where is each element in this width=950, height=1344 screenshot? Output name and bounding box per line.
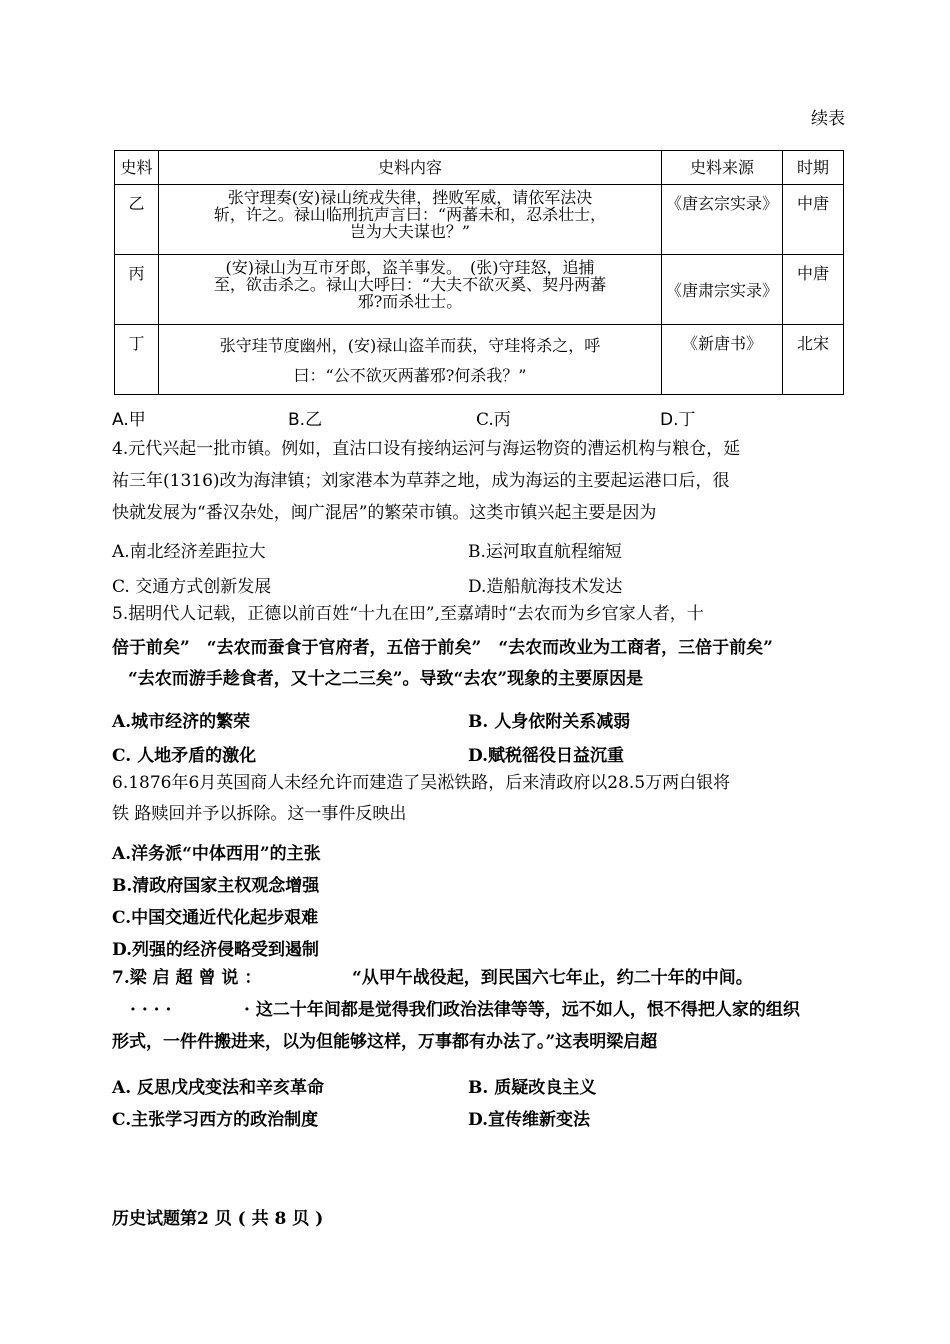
row-source: 《新唐书》	[662, 325, 783, 395]
content-line: 曰：“公不欲灭两蕃邪?何杀我？”	[293, 366, 527, 385]
row-period: 中唐	[783, 255, 844, 325]
q4-option-c[interactable]: C. 交通方式创新发展	[112, 577, 272, 597]
q4-option-b[interactable]: B.运河取直航程缩短	[468, 542, 622, 562]
q4-option-d[interactable]: D.造船航海技术发达	[468, 577, 623, 597]
row-content	[159, 185, 662, 255]
q6-option-d[interactable]: D.列强的经济侵略受到遏制	[112, 940, 320, 960]
q3-option-d[interactable]: D.丁	[660, 410, 696, 430]
q4-option-a[interactable]: A.南北经济差距拉大	[112, 542, 266, 562]
q6-option-b[interactable]: B.清政府国家主权观念增强	[112, 876, 320, 896]
q3-option-b[interactable]: B.乙	[288, 410, 323, 430]
content-line: 岂为大夫谋也？”	[349, 222, 471, 241]
header-cell: 时期	[783, 151, 844, 185]
header-cell: 史料来源	[662, 151, 783, 185]
row-source: 《唐玄宗实录》	[662, 185, 783, 255]
q6-stem-line: 6.1876年6月英国商人未经允许而建造了吴淞铁路，后来清政府以28.5万两白银将	[112, 773, 731, 793]
q5-stem-line: 5.据明代人记载，正德以前百姓“十九在田”,至嘉靖时“去农而为乡官家人者，十	[112, 604, 704, 624]
q7-option-c[interactable]: C.主张学习西方的政治制度	[112, 1110, 319, 1130]
row-period: 北宋	[783, 325, 844, 395]
content-line: (安)禄山为互市牙郎，盗羊事发。 (张)守珪怒，追捕	[225, 258, 595, 277]
row-period: 中唐	[783, 185, 844, 255]
q7-ellipsis: · · · ·	[130, 1000, 172, 1020]
q4-stem-line: 4.元代兴起一批市镇。例如，直沽口设有接纳运河与海运物资的漕运机构与粮仓，延	[112, 439, 741, 459]
row-id: 丁	[115, 325, 159, 395]
q5-option-a[interactable]: A.城市经济的繁荣	[112, 712, 251, 732]
q5-stem-line: “去农而游手趁食者，又十之二三矣”。导致“去农”现象的主要原因是	[128, 669, 644, 689]
q5-option-c[interactable]: C. 人地矛盾的激化	[112, 746, 257, 766]
header-cell: 史料	[115, 151, 159, 185]
q7-stem-line: 形式，一件件搬进来，以为但能够这样，万事都有办法了。”这表明梁启超	[112, 1032, 658, 1052]
q3-option-c[interactable]: C.丙	[476, 410, 511, 430]
content-line: 邪?而杀壮士。	[357, 292, 463, 311]
row-content	[159, 325, 662, 395]
q7-stem-intro: 7.梁 启 超 曾 说 ：	[112, 968, 262, 988]
page-footer: 历史试题第2 贝 ( 共 8 贝 )	[112, 1209, 324, 1229]
q4-stem-line: 祐三年(1316)改为海津镇；刘家港本为草莽之地，成为海运的主要起运港口后，很	[112, 471, 730, 491]
table-row	[115, 325, 844, 395]
q7-option-b[interactable]: B. 质疑改良主义	[468, 1078, 597, 1098]
q5-option-d[interactable]: D.赋税徭役日益沉重	[468, 746, 625, 766]
continued-table-label: 续表	[811, 109, 845, 129]
row-content	[159, 255, 662, 325]
q4-stem-line: 快就发展为“番汉杂处，闽广混居”的繁荣市镇。这类市镇兴起主要是因为	[112, 503, 657, 523]
table-row	[115, 185, 844, 255]
q7-option-d[interactable]: D.宣传维新变法	[468, 1110, 591, 1130]
table-row	[115, 255, 844, 325]
content-line: 至，欲击杀之。禄山大呼曰：“大夫不欲灭奚、契丹两蕃	[213, 275, 607, 294]
table-header-row	[115, 151, 844, 185]
q5-stem-line: 倍于前矣” “去农而蚕食于官府者，五倍于前矣” “去农而改业为工商者，三倍于前矣”	[112, 638, 773, 658]
q6-option-a[interactable]: A.洋务派“中体西用”的主张	[112, 844, 321, 864]
content-line: 斩，许之。禄山临刑抗声言曰：“两蕃未和，忍杀壮士，	[213, 205, 607, 224]
q3-option-a[interactable]: A.甲	[112, 410, 146, 430]
row-source: 《唐肃宗实录》	[662, 255, 783, 325]
source-table	[114, 150, 844, 395]
header-cell: 史料内容	[159, 151, 662, 185]
content-line: 张守珪节度幽州，(安)禄山盗羊而获，守珪将杀之，呼	[219, 336, 601, 355]
q7-stem-quote: “从甲午战役起，到民国六七年止，约二十年的中间。	[352, 968, 753, 988]
q7-option-a[interactable]: A. 反思戊戌变法和辛亥革命	[112, 1078, 325, 1098]
content-line: 张守理奏(安)禄山统戎失律，挫败军威，请依军法决	[227, 188, 593, 207]
q7-stem-line: · 这二十年间都是觉得我们政治法律等等，远不如人，恨不得把人家的组织	[244, 1000, 800, 1020]
q5-option-b[interactable]: B. 人身依附关系减弱	[468, 712, 631, 732]
q6-option-c[interactable]: C.中国交通近代化起步艰难	[112, 908, 319, 928]
q6-stem-line: 铁 路赎回并予以拆除。这一事件反映出	[112, 804, 407, 824]
row-id: 丙	[115, 255, 159, 325]
row-id: 乙	[115, 185, 159, 255]
